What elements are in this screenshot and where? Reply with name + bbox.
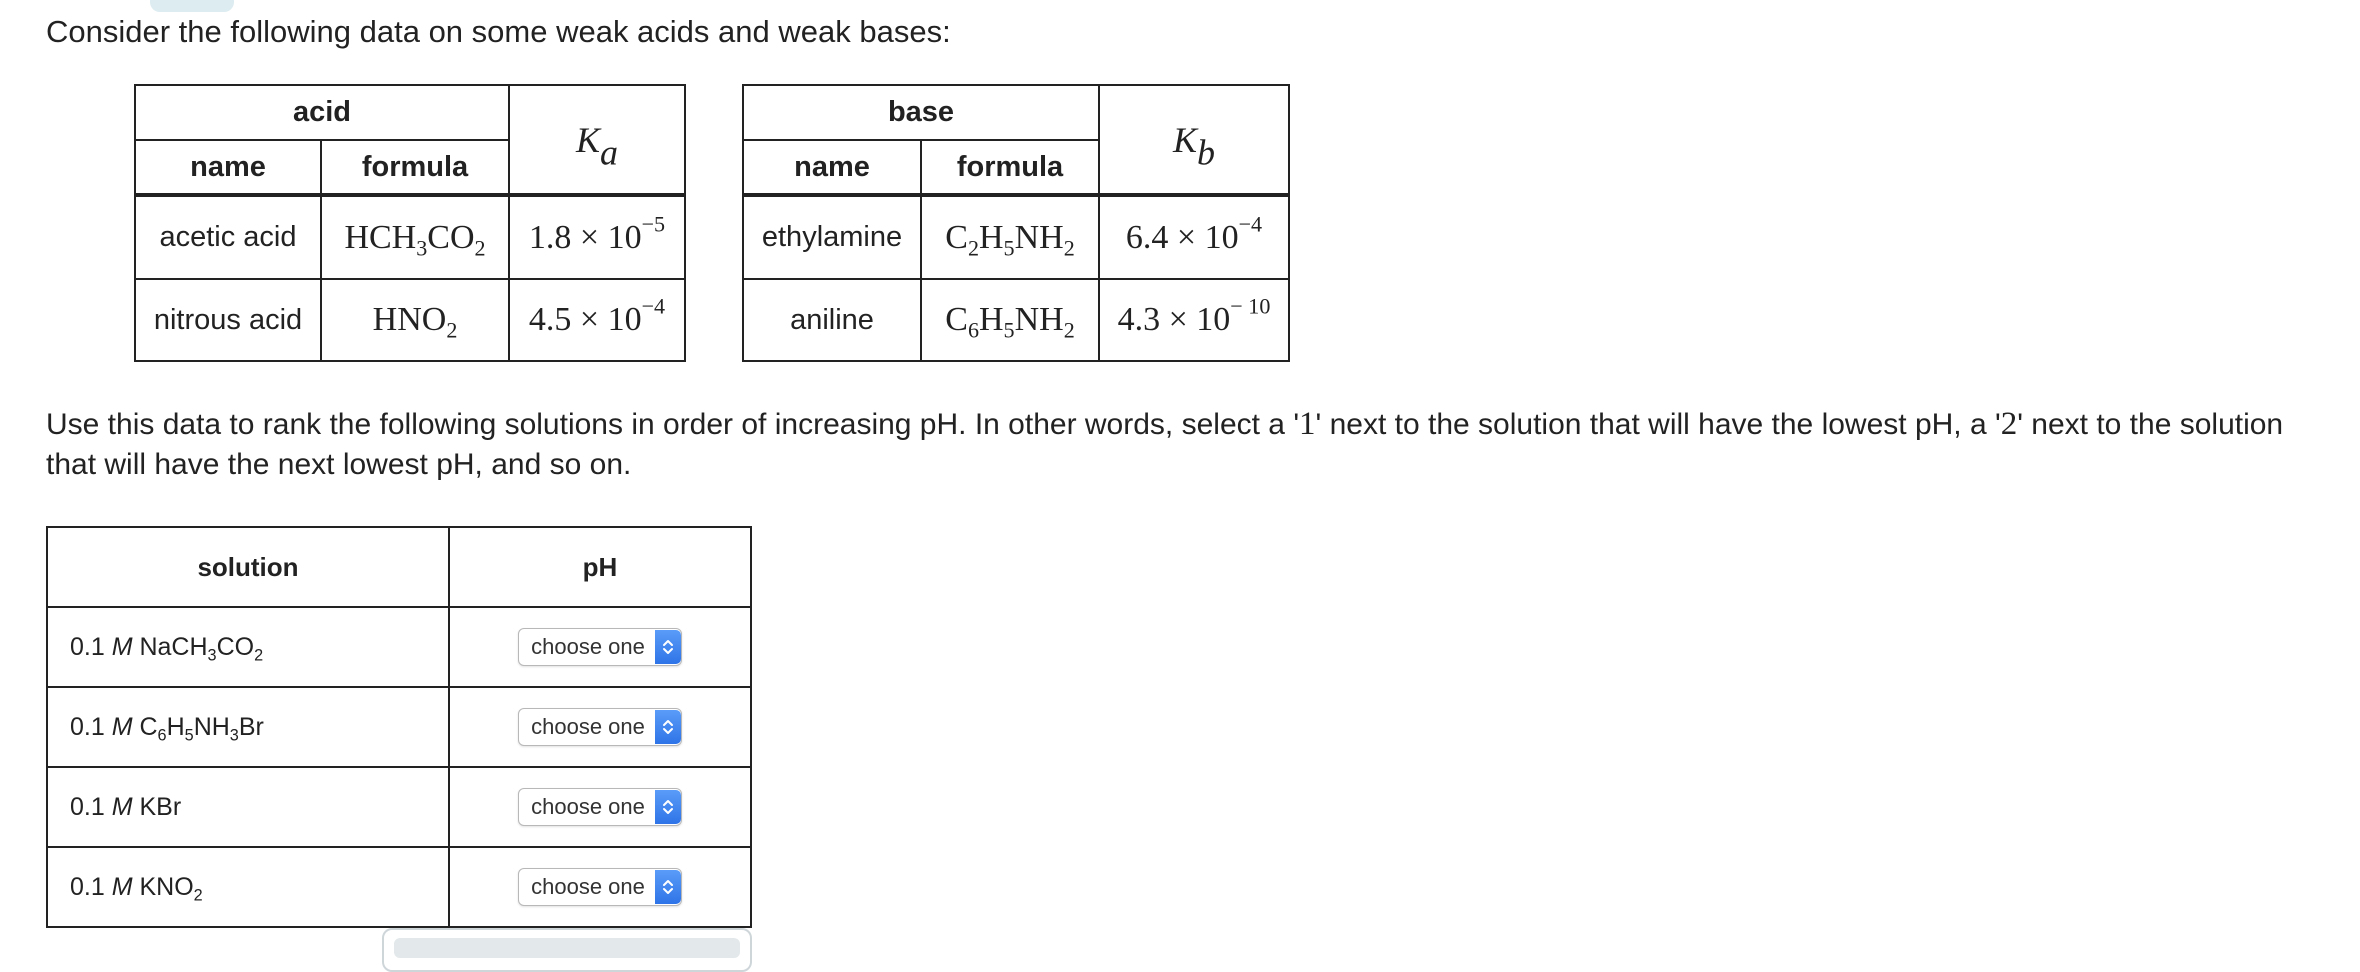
ka-exponent: −4 (641, 293, 666, 319)
ph-rank-select[interactable] (518, 628, 682, 666)
base-formula-header: formula (921, 140, 1099, 195)
ph-cell (449, 847, 751, 927)
ka-mantissa: 1.8 × 10 (528, 218, 642, 256)
instructions-part: Use this data to rank the following solutions in order of increasing pH. In other words, select a ' (46, 408, 1300, 441)
rank-number: 2 (2000, 406, 2018, 442)
subscript: 2 (967, 235, 979, 261)
acid-table (134, 84, 686, 362)
ka-symbol: K (575, 119, 600, 160)
kb-mantissa: 4.3 × 10 (1117, 301, 1231, 338)
instructions-part: ' next to the solution that will have the next lowest pH, and so on. (46, 408, 2284, 481)
kb-exponent: −4 (1238, 210, 1263, 236)
ph-cell (449, 687, 751, 767)
ka-header (509, 85, 685, 195)
base-table (742, 84, 1290, 362)
instructions-text (46, 404, 2336, 485)
ka-value-cell (509, 195, 685, 279)
kb-symbol: K (1172, 119, 1197, 160)
chevron-up-down-icon (655, 790, 681, 824)
kb-mantissa: 6.4 × 10 (1125, 218, 1239, 256)
concentration: 0.1 (70, 792, 112, 821)
acid-formula-header: formula (321, 140, 509, 195)
select-value: choose one (531, 714, 645, 739)
subscript: 6 (157, 726, 167, 745)
solution-cell (47, 687, 449, 767)
acid-formula-cell: $HNO_2$ (321, 279, 509, 361)
kb-value-cell (1099, 279, 1289, 361)
toolbar-bar (394, 938, 740, 958)
chevron-up-down-icon (655, 630, 681, 664)
acid-name-header: name (135, 140, 321, 195)
kb-value-cell (1099, 195, 1289, 279)
base-group-header: base (743, 85, 1099, 140)
molarity-unit: M (111, 632, 133, 661)
solution-cell (47, 847, 449, 927)
chevron-up-down-icon (655, 870, 681, 904)
base-formula-cell: $C_6H_5NH_2$ (921, 279, 1099, 361)
molarity-unit: M (111, 712, 133, 741)
subscript: 2 (1063, 235, 1075, 261)
base-name-cell: aniline (743, 279, 921, 361)
select-value: choose one (531, 794, 645, 819)
concentration: 0.1 (70, 872, 112, 901)
base-name-header: name (743, 140, 921, 195)
subscript: 6 (967, 317, 979, 343)
molarity-unit: M (111, 872, 133, 901)
subscript: 2 (1063, 317, 1075, 343)
ph-rank-select[interactable] (518, 708, 682, 746)
ph-cell (449, 607, 751, 687)
base-formula-cell: $C_2H_5NH_2$ (921, 195, 1099, 279)
subscript: 3 (416, 235, 428, 261)
acid-formula-cell: $HCH_3CO_2$ (321, 195, 509, 279)
acid-name-cell: acetic acid (135, 195, 321, 279)
chevron-up-down-icon (655, 710, 681, 744)
molarity-unit: M (111, 792, 133, 821)
ka-mantissa: 4.5 × 10 (528, 301, 642, 338)
ka-value-cell (509, 279, 685, 361)
subscript: 5 (184, 726, 194, 745)
kb-header (1099, 85, 1289, 195)
select-value: choose one (531, 874, 645, 899)
solution-cell (47, 767, 449, 847)
base-name-cell: ethylamine (743, 195, 921, 279)
rank-number: 1 (1299, 406, 1316, 442)
subscript: 2 (474, 235, 486, 261)
top-tab (150, 0, 234, 12)
ka-subscript: a (600, 132, 618, 173)
ka-exponent: −5 (641, 210, 666, 236)
subscript: 5 (1003, 317, 1015, 343)
ph-cell (449, 767, 751, 847)
subscript: 3 (229, 726, 239, 745)
solution-formula: KBr (132, 792, 182, 821)
subscript: 3 (207, 646, 217, 665)
ph-rank-select[interactable] (518, 868, 682, 906)
solution-cell (47, 607, 449, 687)
intro-text: Consider the following data on some weak acids and weak bases: (46, 14, 951, 49)
kb-exponent: − 10 (1230, 293, 1271, 319)
subscript: 2 (446, 317, 458, 343)
solution-header: solution (47, 527, 449, 607)
concentration: 0.1 (70, 632, 112, 661)
concentration: 0.1 (70, 712, 112, 741)
ph-rank-select[interactable] (518, 788, 682, 826)
solution-formula: $NaCH_3CO_2$ (132, 632, 264, 665)
instructions-part: ' next to the solution that will have the lowest pH, a ' (1315, 408, 2001, 441)
select-value: choose one (531, 634, 645, 659)
kb-subscript: b (1197, 132, 1215, 173)
solution-formula: $C_6H_5NH_3Br$ (132, 712, 264, 745)
acid-group-header: acid (135, 85, 509, 140)
ph-header: pH (449, 527, 751, 607)
subscript: 2 (254, 646, 264, 665)
subscript: 5 (1003, 235, 1015, 261)
subscript: 2 (193, 886, 203, 905)
answer-toolbar (382, 928, 752, 972)
solution-formula: $KNO_2$ (132, 872, 203, 905)
ranking-table (46, 526, 752, 928)
acid-name-cell: nitrous acid (135, 279, 321, 361)
